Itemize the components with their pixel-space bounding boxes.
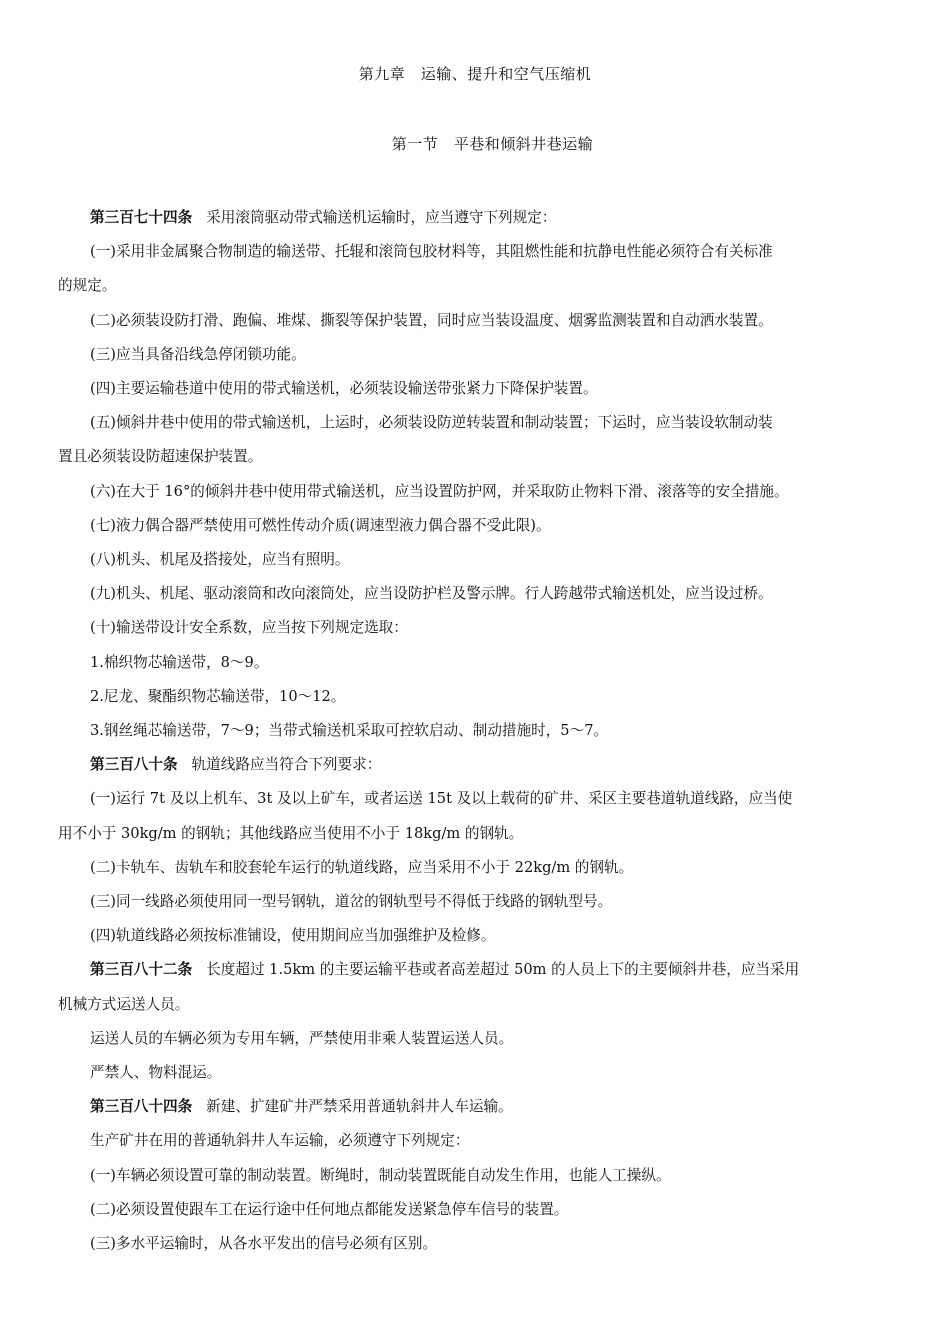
article-line xyxy=(58,201,893,235)
text-line xyxy=(58,919,893,953)
line-text: (一)车辆必须设置可靠的制动装置。断绳时，制动装置既能自动发生作用，也能人工操纵。 xyxy=(90,1166,671,1184)
text-line xyxy=(58,1227,893,1261)
text-line xyxy=(58,851,893,885)
text-line xyxy=(58,1159,893,1193)
line-text: (二)卡轨车、齿轨车和胶套轮车运行的轨道线路，应当采用不小于 22kg/m 的钢轨。 xyxy=(90,858,634,876)
article-line xyxy=(58,748,893,782)
article-number: 第三百八十四条 xyxy=(90,1098,193,1116)
line-text: 的规定。 xyxy=(58,277,117,295)
line-text: 新建、扩建矿井严禁采用普通轨斜井人车运输。 xyxy=(206,1098,513,1116)
line-text: (六)在大于 16°的倾斜井巷中使用带式输送机，应当设置防护网，并采取防止物料下滑、滚落等的安全措施。 xyxy=(90,482,789,500)
text-line xyxy=(58,509,893,543)
text-line xyxy=(58,611,893,645)
line-text: 运送人员的车辆必须为专用车辆，严禁使用非乘人装置运送人员。 xyxy=(90,1029,514,1047)
text-line xyxy=(58,714,893,748)
text-line xyxy=(58,440,893,474)
text-line xyxy=(58,1124,893,1158)
line-text: (三)同一线路必须使用同一型号钢轨，道岔的钢轨型号不得低于线路的钢轨型号。 xyxy=(90,893,613,911)
line-text: (四)轨道线路必须按标准铺设，使用期间应当加强维护及检修。 xyxy=(90,927,496,945)
text-line xyxy=(58,304,893,338)
line-text: (三)应当具备沿线急停闭锁功能。 xyxy=(90,345,306,363)
line-text: 置且必须装设防超速保护装置。 xyxy=(58,448,263,466)
section-title: 第一节 平巷和倾斜井巷运输 xyxy=(391,135,594,153)
line-text: (十)输送带设计安全系数，应当按下列规定选取： xyxy=(90,619,408,637)
line-text: (一)运行 7t 及以上机车、3t 及以上矿车，或者运送 15t 及以上载荷的矿井、采区主要巷道轨道线路，应当使 xyxy=(90,790,793,808)
line-text: (五)倾斜井巷中使用的带式输送机，上运时，必须装设防逆转装置和制动装置；下运时，应当装设软制动装 xyxy=(90,414,773,432)
line-text: 长度超过 1.5km 的主要运输平巷或者高差超过 50m 的人员上下的主要倾斜井巷，应当采用 xyxy=(206,961,800,979)
article-number: 第三百八十二条 xyxy=(90,961,193,979)
line-text: 机械方式运送人员。 xyxy=(58,995,190,1013)
text-line xyxy=(58,406,893,440)
text-line xyxy=(58,372,893,406)
text-line xyxy=(58,269,893,303)
line-text: 严禁人、物料混运。 xyxy=(90,1064,222,1082)
text-line xyxy=(58,543,893,577)
text-line xyxy=(58,885,893,919)
line-text: (一)采用非金属聚合物制造的输送带、托辊和滚筒包胶材料等，其阻燃性能和抗静电性能必须符合有关标准 xyxy=(90,243,773,261)
text-line xyxy=(58,817,893,851)
text-line xyxy=(58,235,893,269)
chapter-title: 第九章 运输、提升和空气压缩机 xyxy=(358,65,592,83)
line-text: (四)主要运输巷道中使用的带式输送机，必须装设输送带张紧力下降保护装置。 xyxy=(90,380,598,398)
text-line xyxy=(58,782,893,816)
text-line xyxy=(58,577,893,611)
line-text: 生产矿井在用的普通轨斜井人车运输，必须遵守下列规定： xyxy=(90,1132,470,1150)
line-text: (三)多水平运输时，从各水平发出的信号必须有区别。 xyxy=(90,1235,438,1253)
article-number: 第三百八十条 xyxy=(90,756,178,774)
line-text: 3.钢丝绳芯输送带，7～9；当带式输送机采取可控软启动、制动措施时，5～7。 xyxy=(90,722,609,740)
text-line xyxy=(58,680,893,714)
text-line xyxy=(58,475,893,509)
article-line xyxy=(58,953,893,987)
line-text: 1.棉织物芯输送带，8～9。 xyxy=(90,653,269,671)
line-text: (九)机头、机尾、驱动滚筒和改向滚筒处，应当设防护栏及警示牌。行人跨越带式输送机处，应当设过桥。 xyxy=(90,585,773,603)
line-text: 采用滚筒驱动带式输送机运输时，应当遵守下列规定： xyxy=(206,209,557,226)
text-line xyxy=(58,1056,893,1090)
line-text: 用不小于 30kg/m 的钢轨；其他线路应当使用不小于 18kg/m 的钢轨。 xyxy=(58,824,524,842)
line-text: (八)机头、机尾及搭接处，应当有照明。 xyxy=(90,551,350,569)
text-line xyxy=(58,338,893,372)
text-line xyxy=(58,988,893,1022)
line-text: (二)必须设置使跟车工在运行途中任何地点都能发送紧急停车信号的装置。 xyxy=(90,1200,569,1218)
line-text: 2.尼龙、聚酯织物芯输送带，10～12。 xyxy=(90,687,346,705)
document-body xyxy=(58,201,893,1261)
text-line xyxy=(58,1193,893,1227)
line-text: 轨道线路应当符合下列要求： xyxy=(191,756,382,774)
line-text: (二)必须装设防打滑、跑偏、堆煤、撕裂等保护装置，同时应当装设温度、烟雾监测装置和自动洒水装置。 xyxy=(90,311,773,329)
text-line xyxy=(58,1022,893,1056)
article-number: 第三百七十四条 xyxy=(90,209,193,226)
line-text: (七)液力偶合器严禁使用可燃性传动介质(调速型液力偶合器不受此限)。 xyxy=(90,516,551,534)
article-line xyxy=(58,1090,893,1124)
text-line xyxy=(58,646,893,680)
